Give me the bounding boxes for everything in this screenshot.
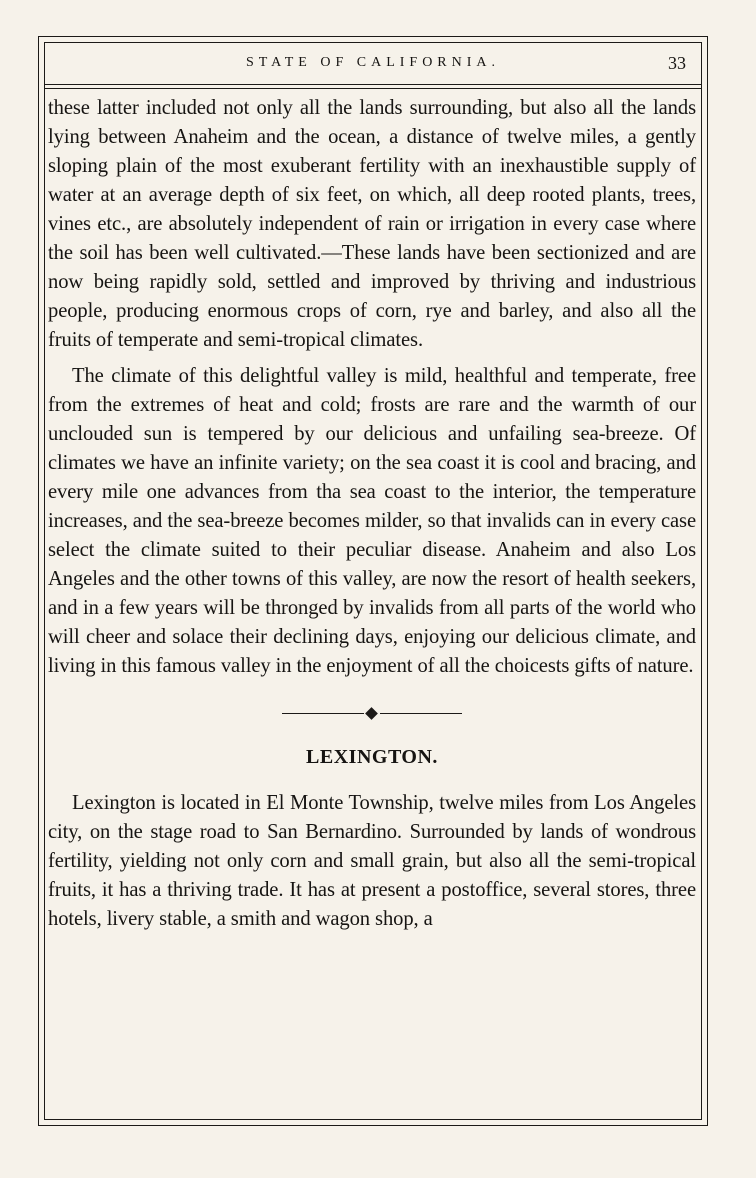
page-body — [48, 94, 696, 934]
section-heading: LEXINGTON. — [306, 746, 438, 768]
paragraph: Lexington is located in El Monte Township, twelve miles from Los Angeles city, on the stage road to San Bernardino. Surrounded by lands of wondrous fertility, yielding not only corn and small grain, but also all the semi-tropical fruits, it has a thriving trade. It has at present a postoffice, several stores, three hotels, livery stable, a smith and wagon shop, a — [48, 792, 696, 930]
divider-line-right — [380, 713, 462, 714]
paragraph: The climate of this delightful valley is mild, healthful and temperate, free from the extremes of heat and cold; frosts are rare and the warmth of our unclouded sun is tempered by our delicious and unfailing sea-breeze. Of climates we have an infinite variety; on the sea coast it is cool and bracing, and every mile one advances from tha sea coast to the interior, the temperature increases, and the sea-breeze becomes milder, so that invalids can in every case select the climate suited to their peculiar disease. Anaheim and also Los Angeles and the other towns of this valley, are now the resort of health seekers, and in a few years will be thronged by invalids from all parts of the world who will cheer and solace their declining days, enjoying our delicious climate, and living in this famous valley in the enjoyment of all the choicests gifts of nature. — [48, 365, 696, 677]
paragraph: these latter included not only all the lands surrounding, but also all the lands lying between Anaheim and the ocean, a distance of twelve miles, a gently sloping plain of the most exuberant fertility with an inexhaustible supply of water at an average depth of six feet, on which, all deep rooted plants, trees, vines etc., are absolutely independent of rain or irrigation in every case where the soil has been well cultivated.—These lands have been sectionized and are now being rapidly sold, settled and improved by thriving and industrious people, producing enormous crops of corn, rye and barley, and also all the fruits of temperate and semi-tropical climates. — [48, 97, 696, 351]
divider-diamond — [365, 707, 378, 720]
running-title: STATE OF CALIFORNIA. — [245, 55, 501, 70]
header-rule-thin — [44, 88, 702, 89]
header-rule — [44, 84, 702, 85]
divider-line-left — [282, 713, 364, 714]
page-number: 33 — [668, 53, 686, 73]
section-divider-ornament — [282, 693, 462, 733]
running-header — [44, 52, 702, 74]
